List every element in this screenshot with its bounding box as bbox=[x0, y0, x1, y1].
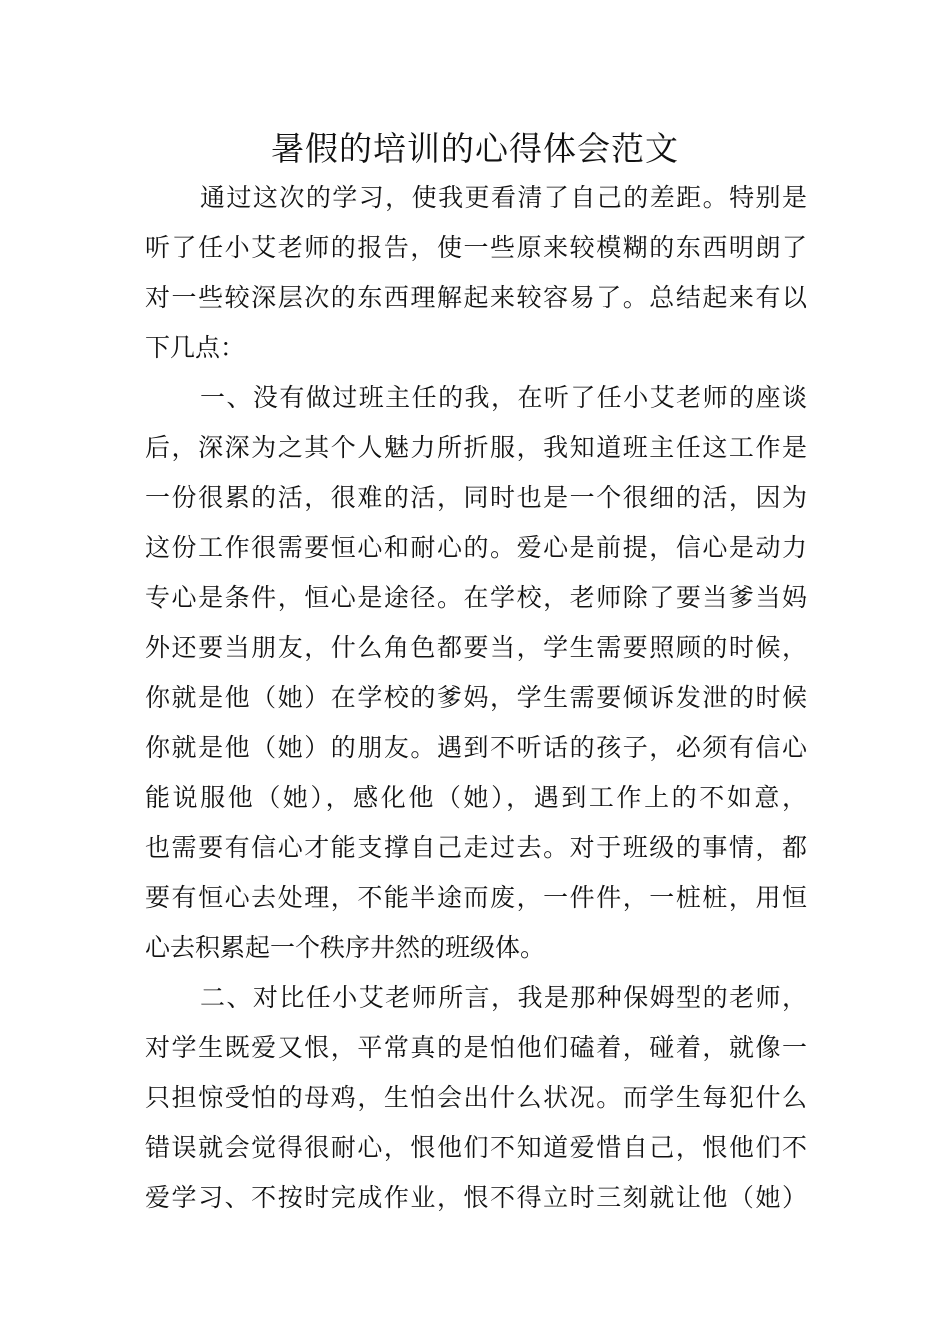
paragraph-line: 一份很累的活，很难的活，同时也是一个很细的活，因为 bbox=[145, 483, 807, 512]
paragraph-line: 只担惊受怕的母鸡，生怕会出什么状况。而学生每犯什么 bbox=[145, 1083, 807, 1112]
paragraph-line: 下几点： bbox=[145, 333, 246, 362]
paragraph-line: 也需要有信心才能支撑自己走过去。对于班级的事情，都 bbox=[145, 833, 807, 862]
paragraph-line: 一、没有做过班主任的我，在听了任小艾老师的座谈 bbox=[200, 383, 807, 412]
paragraph-line: 要有恒心去处理，不能半途而废，一件件，一桩桩，用恒 bbox=[145, 883, 807, 912]
paragraph-line: 外还要当朋友，什么角色都要当，学生需要照顾的时候， bbox=[145, 633, 807, 662]
paragraph-line: 这份工作很需要恒心和耐心的。爱心是前提，信心是动力 bbox=[145, 533, 807, 562]
paragraph-line: 你就是他（她）的朋友。遇到不听话的孩子，必须有信心 bbox=[145, 733, 807, 762]
paragraph-line: 二、对比任小艾老师所言，我是那种保姆型的老师， bbox=[200, 983, 807, 1012]
paragraph-line: 错误就会觉得很耐心，恨他们不知道爱惜自己，恨他们不 bbox=[145, 1133, 807, 1162]
paragraph-line: 对学生既爱又恨，平常真的是怕他们磕着，碰着，就像一 bbox=[145, 1033, 807, 1062]
paragraph-line: 爱学习、不按时完成作业，恨不得立时三刻就让他（她） bbox=[145, 1183, 807, 1212]
paragraph-line: 你就是他（她）在学校的爹妈，学生需要倾诉发泄的时候 bbox=[145, 683, 807, 712]
paragraph-line: 能说服他（她），感化他（她），遇到工作上的不如意， bbox=[145, 783, 807, 812]
document-title: 暑假的培训的心得体会范文 bbox=[271, 129, 679, 168]
paragraph-line: 对一些较深层次的东西理解起来较容易了。总结起来有以 bbox=[145, 283, 807, 312]
paragraph-line: 听了任小艾老师的报告，使一些原来较模糊的东西明朗了 bbox=[145, 233, 807, 262]
paragraph-line: 专心是条件，恒心是途径。在学校，老师除了要当爹当妈 bbox=[145, 583, 807, 612]
paragraph-line: 后，深深为之其个人魅力所折服，我知道班主任这工作是 bbox=[145, 433, 807, 462]
paragraph-line: 心去积累起一个秩序井然的班级体。 bbox=[145, 933, 546, 962]
paragraph-line: 通过这次的学习，使我更看清了自己的差距。特别是 bbox=[200, 183, 807, 212]
